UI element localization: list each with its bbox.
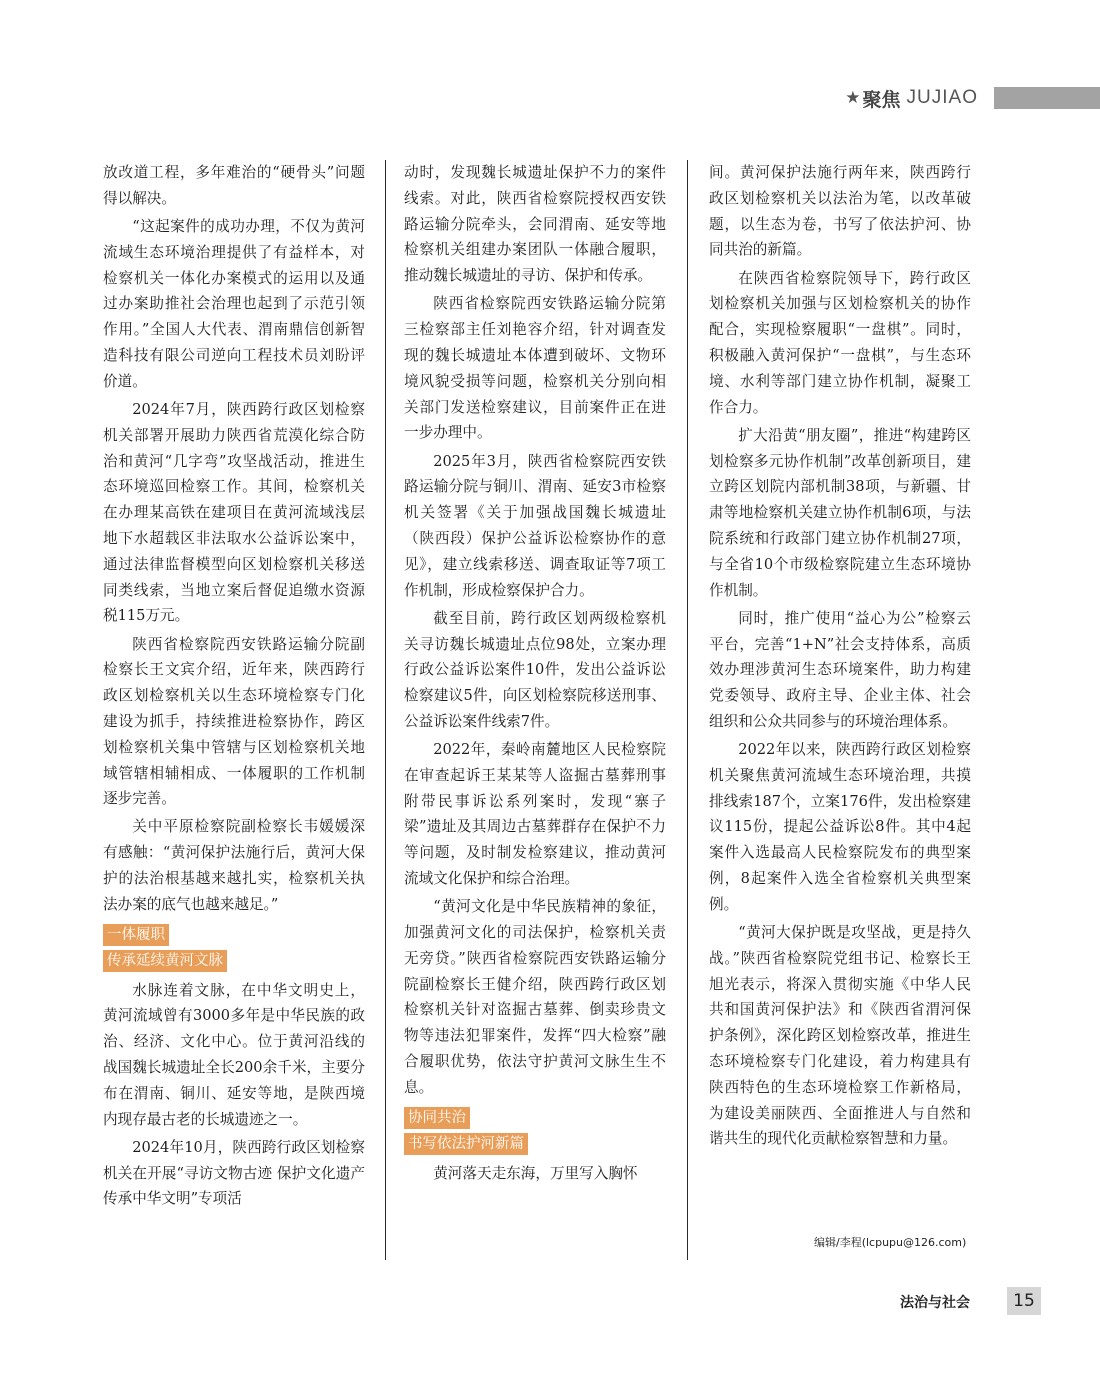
page-number: 15 [1007,1287,1041,1315]
paragraph: 2025年3月，陕西省检察院西安铁路运输分院与铜川、渭南、延安3市检察机关签署《关于加强战国魏长城遗址（陕西段）保护公益诉讼检察协作的意见》，建立线索移送、调查取证等7项工作机制，形成检察保护合力。 [404,452,666,599]
editor-credit: 编辑/李程(lcpupu@126.com) [814,1236,967,1249]
header-bar [994,87,1100,109]
paragraph: 放改道工程，多年难治的“硬骨头”问题得以解决。 [103,164,365,207]
paragraph: 在陕西省检察院领导下，跨行政区划检察机关加强与区划检察机关的协作配合，实现检察履职“一盘棋”。同时，积极融入黄河保护“一盘棋”，与生态环境、水利等部门建立协作机制，凝聚工作合力。 [709,269,971,416]
paragraph: 间。黄河保护法施行两年来，陕西跨行政区划检察机关以法治为笔，以改革破题，以生态为卷，书写了依法护河、协同共治的新篇。 [709,164,971,259]
paragraph: 陕西省检察院西安铁路运输分院副检察长王文宾介绍，近年来，陕西跨行政区划检察机关以生态环境检察专门化建设为抓手，持续推进检察协作，跨区划检察机关集中管辖与区划检察机关地域管辖相辅相成、一体履职的工作机制逐步完善。 [103,635,365,808]
paragraph: 2022年，秦岭南麓地区人民检察院在审查起诉王某某等人盗掘古墓葬刑事附带民事诉讼系列案时，发现“寨子梁”遗址及其周边古墓葬群存在保护不力等问题，及时制发检察建议，推动黄河流域文化保护和综合治理。 [404,741,666,888]
column-divider [385,160,386,1260]
section-title-cn: 聚焦 [862,88,901,111]
star-icon: ★ [845,88,861,108]
paragraph: 水脉连着文脉，在中华文明史上，黄河流域曾有3000多年是中华民族的政治、经济、文化中心。位于黄河沿线的战国魏长城遗址全长200余千米，主要分布在渭南、铜川、延安等地，是陕西境内现存最古老的长城遗迹之一。 [103,981,365,1128]
section-heading-line: 书写依法护河新篇 [404,1133,528,1155]
article-column-1 [103,160,365,1215]
section-heading-line: 传承延续黄河文脉 [103,950,227,972]
article-column-2 [404,160,666,1189]
section-title-en: JUJIAO [906,87,978,108]
paragraph: 2022年以来，陕西跨行政区划检察机关聚焦黄河流域生态环境治理，共摸排线索187个，立案176件，发出检察建议115份，提起公益诉讼8件。其中4起案件入选最高人民检察院发布的典型案例，8起案件入选全省检察机关典型案例。 [709,741,971,913]
paragraph: 陕西省检察院西安铁路运输分院第三检察部主任刘艳容介绍，针对调查发现的魏长城遗址本体遭到破坏、文物环境风貌受损等问题，检察机关分别向相关部门发送检察建议，目前案件正在进一步办理中。 [404,295,666,442]
section-header [845,86,1100,110]
paragraph: 黄河落天走东海，万里写入胸怀 [433,1164,638,1182]
column-divider [687,160,688,1260]
magazine-title: 法治与社会 [900,1295,970,1311]
section-heading-line: 协同共治 [404,1107,470,1129]
paragraph: 扩大沿黄“朋友圈”，推进“构建跨区划检察多元协作机制”改革创新项目，建立跨区划院内部机制38项，与新疆、甘肃等地检察机关建立协作机制6项，与法院系统和行政部门建立协作机制27项，与全省10个市级检察院建立生态环境协作机制。 [709,426,971,599]
paragraph: “黄河文化是中华民族精神的象征，加强黄河文化的司法保护，检察机关责无旁贷。”陕西省检察院西安铁路运输分院副检察长王健介绍，陕西跨行政区划检察机关针对盗掘古墓葬、倒卖珍贵文物等违法犯罪案件，发挥“四大检察”融合履职优势，依法守护黄河文脉生生不息。 [404,898,666,1096]
paragraph: 2024年10月，陕西跨行政区划检察机关在开展“寻访文物古迹 保护文化遗产 传承中华文明”专项活 [103,1138,365,1208]
paragraph: 2024年7月，陕西跨行政区划检察机关部署开展助力陕西省荒漠化综合防治和黄河“几字弯”攻坚战活动，推进生态环境巡回检察工作。其间，检察机关在办理某高铁在建项目在黄河流域浅层地下水超载区非法取水公益诉讼案中，通过法律监督模型向区划检察机关移送同类线索，当地立案后督促追缴水资源税115万元。 [103,400,365,625]
paragraph: 动时，发现魏长城遗址保护不力的案件线索。对此，陕西省检察院授权西安铁路运输分院牵头，会同渭南、延安等地检察机关组建办案团队一体融合履职，推动魏长城遗址的寻访、保护和传承。 [404,164,666,285]
article-column-3 [709,160,971,1155]
paragraph: 关中平原检察院副检察长韦媛媛深有感触：“黄河保护法施行后，黄河大保护的法治根基越来越扎实，检察机关执法办案的底气也越来越足。” [103,818,365,913]
paragraph: “黄河大保护既是攻坚战，更是持久战。”陕西省检察院党组书记、检察长王旭光表示，将深入贯彻实施《中华人民共和国黄河保护法》和《陕西省渭河保护条例》，深化跨区划检察改革，推进生态环境检察专门化建设，着力构建具有陕西特色的生态环境检察工作新格局，为建设美丽陕西、全面推进人与自然和谐共生的现代化贡献检察智慧和力量。 [709,924,971,1148]
paragraph: “这起案件的成功办理，不仅为黄河流域生态环境治理提供了有益样本，对检察机关一体化办案模式的运用以及通过办案助推社会治理也起到了示范引领作用。”全国人大代表、渭南鼎信创新智造科技有限公司逆向工程技术员刘盼评价道。 [103,217,365,390]
paragraph: 截至目前，跨行政区划两级检察机关寻访魏长城遗址点位98处，立案办理行政公益诉讼案件10件，发出公益诉讼检察建议5件，向区划检察院移送刑事、公益诉讼案件线索7件。 [404,609,666,730]
section-heading-line: 一体履职 [103,924,169,946]
paragraph: 同时，推广使用“益心为公”检察云平台，完善“1+N”社会支持体系，高质效办理涉黄河生态环境案件，助力构建党委领导、政府主导、企业主体、社会组织和公众共同参与的环境治理体系。 [709,609,971,730]
section-heading [103,922,365,974]
section-heading [404,1105,666,1157]
